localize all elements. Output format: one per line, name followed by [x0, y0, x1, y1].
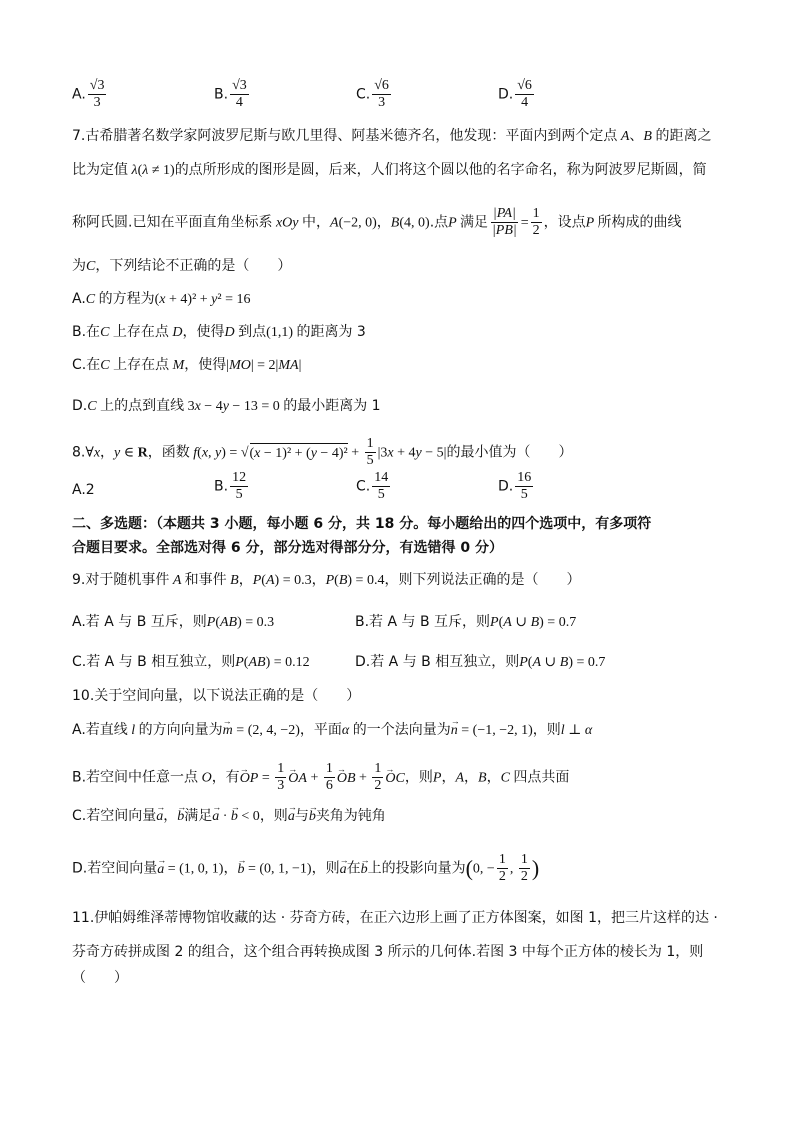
q8-option-b[interactable]: B. $\frac{12}{5}$	[214, 470, 247, 502]
q9-option-a[interactable]: A.若 A 与 B 互斥，则P(AB) = 0.3	[72, 614, 275, 630]
q6-option-a[interactable]: A. $\frac{√3}{3}$	[72, 78, 105, 110]
q9-option-c[interactable]: C.若 A 与 B 相互独立，则P(AB) = 0.12	[72, 654, 310, 670]
q7-line-4: 为C，下列结论不正确的是（ ）	[72, 258, 292, 274]
q6-option-d[interactable]: D. $\frac{√6}{4}$	[498, 78, 532, 110]
q7-option-c[interactable]: C.在C 上存在点 M，使得|MO| = 2|MA|	[72, 357, 302, 373]
q6-option-b[interactable]: B. $\frac{√3}{4}$	[214, 78, 247, 110]
q11-line-1: 11.伊帕姆维泽蒂博物馆收藏的达 · 芬奇方砖，在正六边形上画了正方体图案，如图 1，把三片这样的达 ·	[72, 910, 718, 926]
q7-line-2: 比为定值 λ(λ ≠ 1)的点所形成的图形是圆，后来，人们将这个圆以他的名字命名，称为阿波罗尼斯圆，简	[72, 162, 707, 178]
q6-option-c[interactable]: C. $\frac{√6}{3}$	[356, 78, 389, 110]
q7-line-1: 7.古希腊著名数学家阿波罗尼斯与欧几里得、阿基米德齐名，他发现：平面内到两个定点 A、B 的距离之	[72, 128, 712, 144]
q9-option-d[interactable]: D.若 A 与 B 相互独立，则P(A ∪ B) = 0.7	[355, 654, 606, 670]
q10-option-b[interactable]: B.若空间中任意一点 O，有→ OP = $\frac{1}{3}$ → OA + $\frac{1}{6}$ → OB + $\frac{1}{2}$ → OC，则P，A，B，C 四点共面	[72, 761, 734, 794]
q7-option-a[interactable]: A.C 的方程为(x + 4)² + y² = 16	[72, 291, 251, 307]
q7-option-b[interactable]: B.在C 上存在点 D，使得D 到点(1,1) 的距离为 3	[72, 324, 366, 340]
section-2-title: 二、多选题：（本题共 3 小题，每小题 6 分，共 18 分。每小题给出的四个选项中，有多项符	[72, 516, 652, 532]
q8-stem: 8.∀x，y ∈ R，函数 f(x, y) = √(x − 1)² + (y − 4)² + $\frac{1}{5}$ |3x + 4y − 5|的最小值为（ ）	[72, 436, 573, 468]
q8-option-a[interactable]: A.2	[72, 482, 95, 498]
q7-option-d[interactable]: D.C 上的点到直线 3x − 4y − 13 = 0 的最小距离为 1	[72, 398, 381, 414]
q6-options	[72, 78, 732, 111]
q11-line-3: （ ）	[72, 970, 128, 986]
q10-stem: 10.关于空间向量，以下说法正确的是（ ）	[72, 688, 361, 704]
q9-stem: 9.对于随机事件 A 和事件 B，P(A) = 0.3，P(B) = 0.4，则下列说法正确的是（ ）	[72, 572, 581, 588]
section-2-title-2: 合题目要求。全部选对得 6 分，部分选对得部分分，有选错得 0 分）	[72, 540, 503, 556]
q10-option-d[interactable]: D.若空间向量→ a = (1, 0, 1)，→ b = (0, 1, −1)，则→ a在→ b上的投影向量为(0, − $\frac{1}{2}$ , $\frac{1}{2}$ )	[72, 852, 734, 885]
q10-option-c[interactable]: C.若空间向量→ a，→ b满足→ a · → b < 0，则→ a与→ b夹角为钝角	[72, 806, 734, 827]
q8-option-d[interactable]: D. $\frac{16}{5}$	[498, 470, 532, 502]
q8-option-c[interactable]: C. $\frac{14}{5}$	[356, 470, 389, 502]
q7-line-3: 称阿氏圆.已知在平面直角坐标系 xOy 中，A(−2, 0)，B(4, 0).点P 满足 $\frac{|PA|}{|PB|}$ = $\frac{1}{2}$ ，设点P 所构成的曲线	[72, 206, 682, 238]
q10-option-a[interactable]: A.若直线 l 的方向向量为→ m = (2, 4, −2)，平面α 的一个法向量为→ n = (−1, −2, 1)，则l ⊥ α	[72, 720, 734, 741]
q11-line-2: 芬奇方砖拼成图 2 的组合，这个组合再转换成图 3 所示的几何体.若图 3 中每个正方体的棱长为 1，则	[72, 944, 704, 960]
q9-option-b[interactable]: B.若 A 与 B 互斥，则P(A ∪ B) = 0.7	[355, 614, 577, 630]
q8-options	[72, 470, 732, 510]
